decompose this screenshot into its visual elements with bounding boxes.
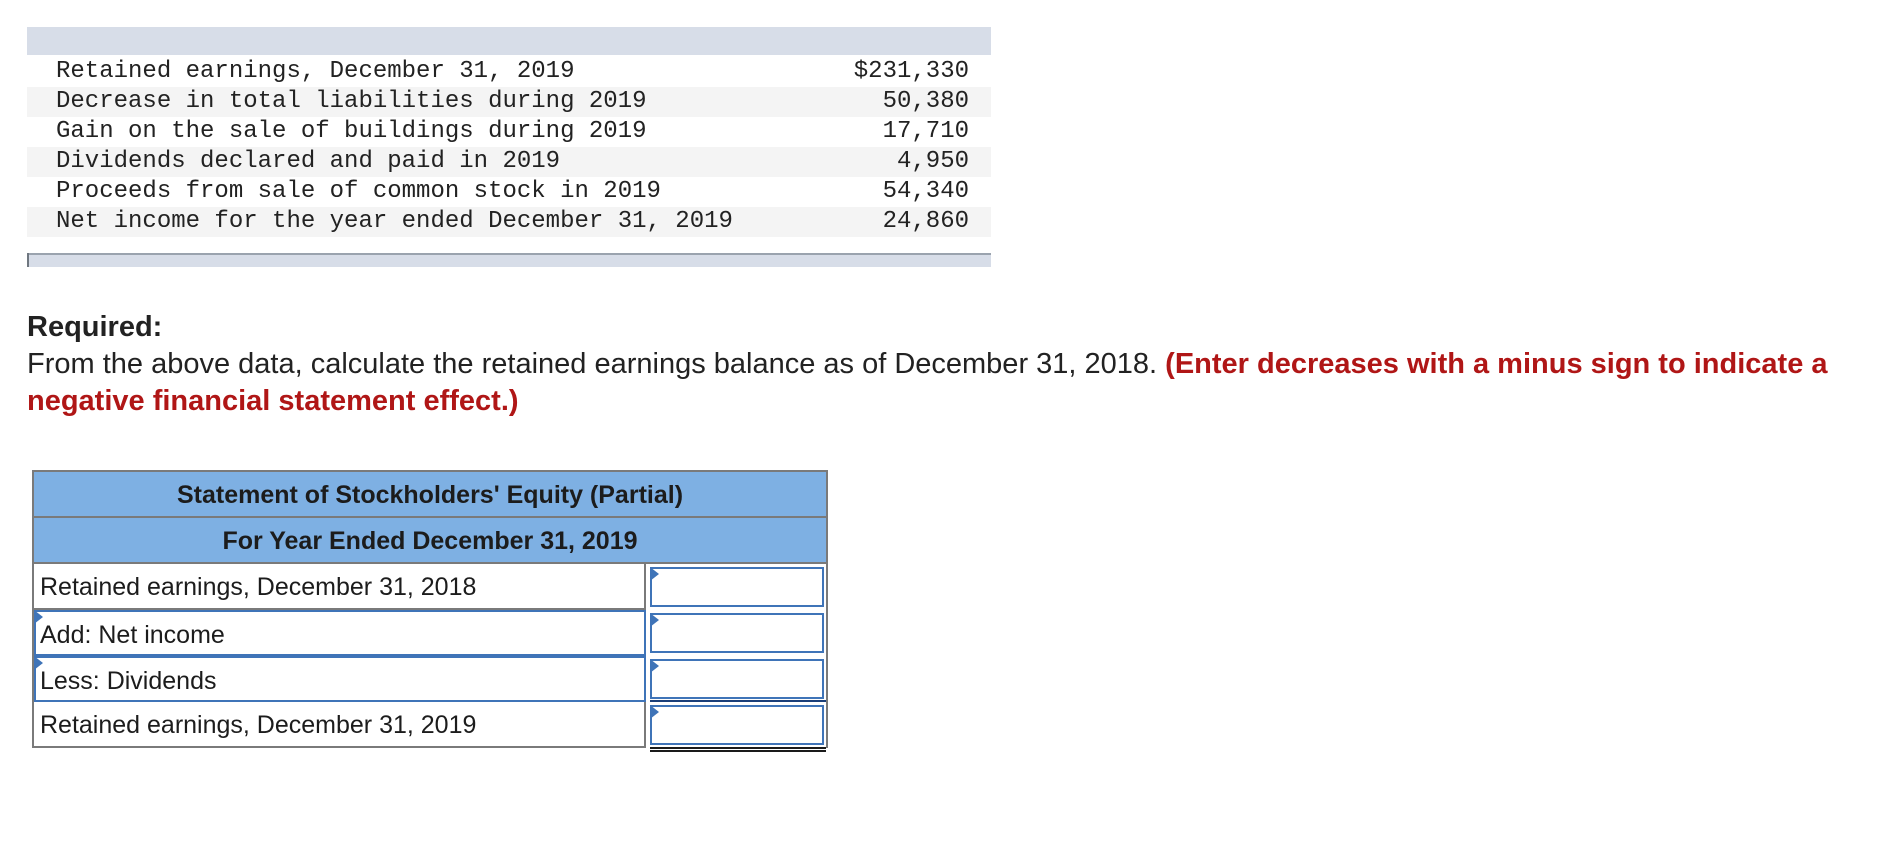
net-income-input[interactable] [650,613,824,653]
statement-row-ending-re [34,702,826,748]
data-row-label: Retained earnings, December 31, 2019 [56,58,575,85]
input-marker-icon [650,613,659,627]
data-row [27,87,991,117]
given-data-scrollbar[interactable] [27,253,991,267]
data-row [27,177,991,207]
input-marker-icon [650,567,659,581]
data-row [27,117,991,147]
data-row [27,207,991,237]
statement-subtitle: For Year Ended December 31, 2019 [34,518,826,564]
statement-row-beginning-re [34,564,826,610]
net-income-label-select[interactable] [34,610,646,656]
input-marker-icon [650,705,659,719]
data-row-label: Gain on the sale of buildings during 2019 [56,118,647,145]
given-data-header-band [27,27,991,55]
given-data-rows [27,55,991,237]
amount-cell [646,564,826,610]
amount-cell [646,656,826,702]
statement-table [32,470,828,748]
amount-cell [646,610,826,656]
row-label: Less: Dividends [40,667,217,695]
data-row-value: 17,710 [882,118,969,145]
data-row-label: Dividends declared and paid in 2019 [56,148,561,175]
required-heading: Required: [27,311,163,343]
data-row [27,57,991,87]
data-row-label: Decrease in total liabilities during 2019 [56,88,647,115]
data-row-label: Proceeds from sale of common stock in 2019 [56,178,661,205]
row-label: Retained earnings, December 31, 2018 [34,564,646,610]
dropdown-marker-icon [34,656,43,670]
dividends-label-select[interactable] [34,656,646,702]
data-row-value: 4,950 [896,148,969,175]
row-label: Add: Net income [40,621,225,649]
statement-row-net-income [34,610,826,656]
given-data-table [27,27,991,267]
data-row-value: 54,340 [882,178,969,205]
beginning-retained-earnings-input[interactable] [650,567,824,607]
amount-cell [646,702,826,748]
statement-row-dividends [34,656,826,702]
required-section [27,309,1857,420]
data-row-value: 50,380 [882,88,969,115]
dropdown-marker-icon [34,610,43,624]
data-row [27,147,991,177]
input-marker-icon [650,659,659,673]
data-row-value: 24,860 [882,208,969,235]
instruction-text: (Enter decreases with a minus sign to indicate a negative financial statement effect.) [27,348,1828,417]
data-row-value: $231,330 [853,58,969,85]
dividends-input[interactable] [650,659,824,699]
data-row-label: Net income for the year ended December 31, 2019 [56,208,733,235]
row-label: Retained earnings, December 31, 2019 [34,702,646,748]
required-text: From the above data, calculate the retained earnings balance as of December 31, 2018. [27,348,1158,380]
ending-retained-earnings-input[interactable] [650,705,824,745]
statement-title: Statement of Stockholders' Equity (Partial) [34,472,826,518]
